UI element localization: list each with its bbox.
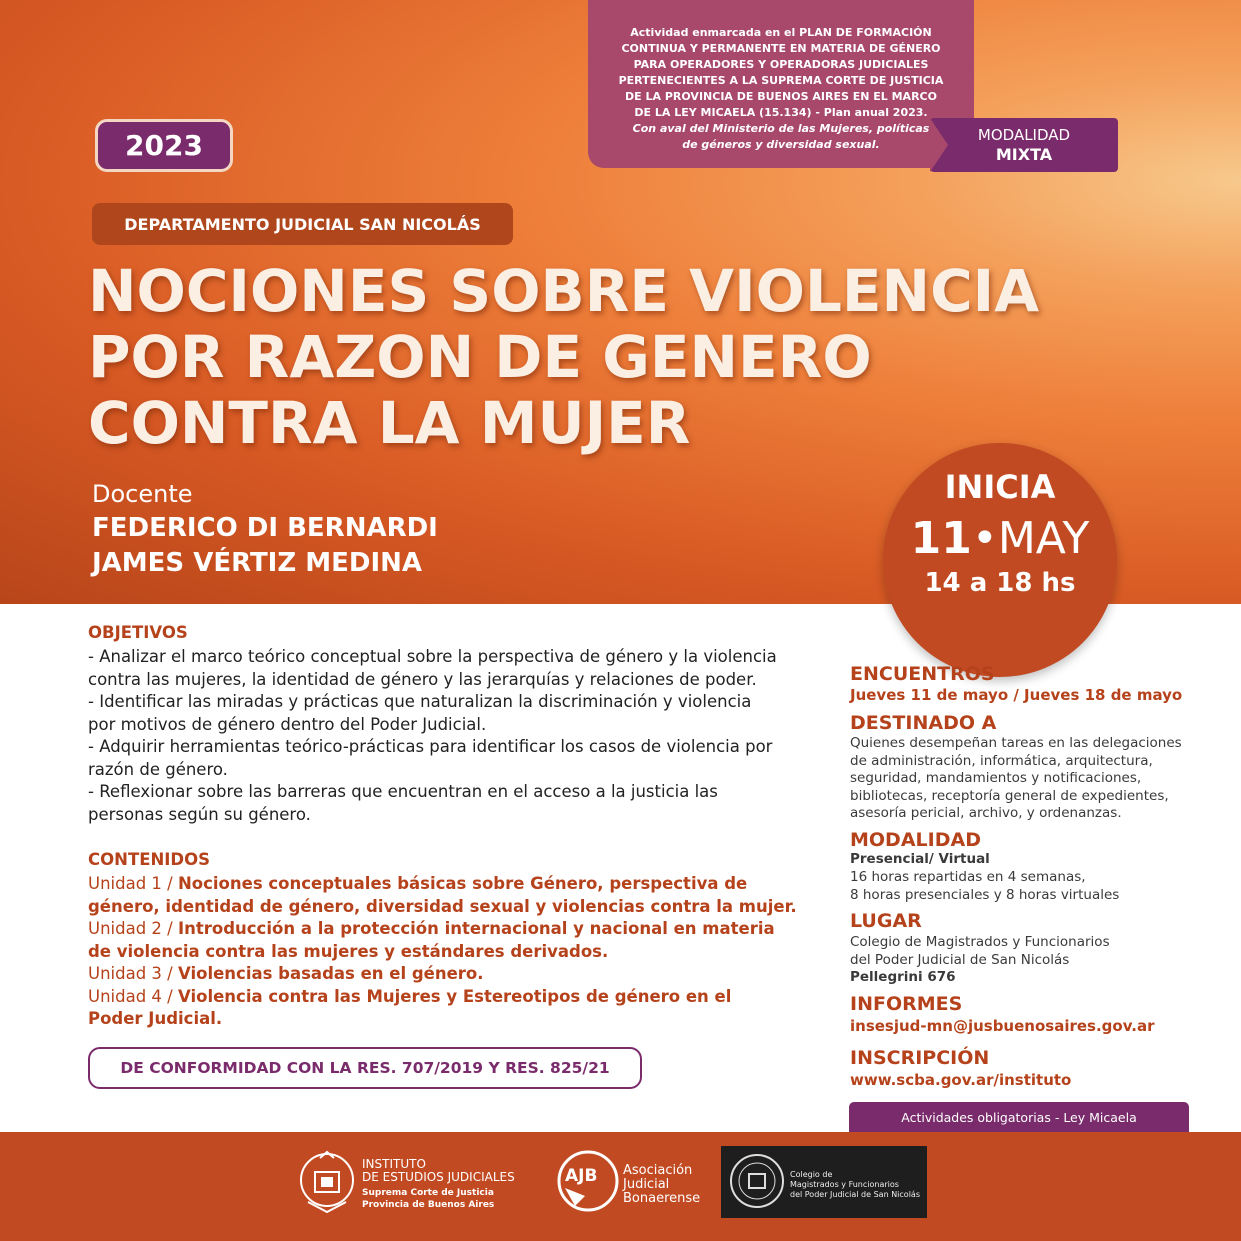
inscripcion-heading: INSCRIPCIÓN (850, 1047, 990, 1069)
destinado-heading: DESTINADO A (850, 712, 997, 734)
ajb-line: Asociación (623, 1163, 693, 1178)
docente-name: FEDERICO DI BERNARDI (92, 513, 438, 543)
start-separator: • (971, 513, 998, 564)
modalidad-line: 16 horas repartidas en 4 semanas, (850, 869, 1086, 885)
start-label: INICIA (944, 468, 1056, 506)
objetivo-line: razón de género. (88, 759, 228, 779)
colegio-line: del Poder Judicial de San Nicolás (790, 1190, 920, 1199)
unit-item (88, 963, 823, 986)
unit-title: Nociones conceptuales básicas sobre Género, perspectiva de (177, 874, 748, 893)
instituto-line: DE ESTUDIOS JUDICIALES (362, 1170, 515, 1184)
encuentros-dates: Jueves 11 de mayo / Jueves 18 de mayo (850, 686, 1183, 704)
instituto-sub-line: Provincia de Buenos Aires (362, 1200, 495, 1210)
objetivos-list (88, 646, 823, 826)
modalidad-tag (930, 118, 1118, 172)
info-aval-line: de géneros y diversidad sexual. (682, 138, 880, 151)
modalidad-text (850, 869, 1220, 904)
start-date-circle (883, 443, 1117, 677)
objetivo-line: por motivos de género dentro del Poder Judicial. (88, 714, 487, 734)
contenidos-heading: CONTENIDOS (88, 850, 211, 869)
destinado-line: de administración, informática, arquitectura, (850, 752, 1153, 769)
objetivo-line: - Adquirir herramientas teórico-prácticas para identificar los casos de violencia por (88, 737, 773, 756)
unit-item (88, 986, 823, 1009)
colegio-line: Colegio de (790, 1170, 833, 1179)
resolution-box: DE CONFORMIDAD CON LA RES. 707/2019 Y RES. 825/21 (88, 1047, 642, 1089)
title-line: NOCIONES SOBRE VIOLENCIA (88, 257, 1040, 325)
modalidad-tag-value: MIXTA (995, 145, 1053, 164)
modalidad-tag-label: MODALIDAD (977, 126, 1071, 144)
contenidos-list (88, 873, 823, 1031)
info-line: DE LA PROVINCIA DE BUENOS AIRES EN EL MARCO (625, 90, 937, 103)
destinado-line: bibliotecas, receptoría general de expedientes, (850, 787, 1169, 804)
inscripcion-url-link[interactable]: www.scba.gov.ar/instituto (850, 1071, 1072, 1089)
course-title (88, 258, 1148, 456)
start-date (883, 513, 1117, 564)
informes-email-link[interactable]: insesjud-mn@jusbuenosaires.gov.ar (850, 1017, 1155, 1035)
colegio-seal-icon (728, 1152, 786, 1210)
lugar-address: Pellegrini 676 (850, 969, 956, 985)
obligatorias-banner: Actividades obligatorias - Ley Micaela (849, 1102, 1189, 1132)
colegio-logo-text (790, 1170, 920, 1200)
unit-title: género, identidad de género, diversidad sexual y violencias contra la mujer. (88, 896, 797, 916)
info-line: CONTINUA Y PERMANENTE EN MATERIA DE GÉNERO (621, 42, 941, 55)
destinado-line: Quienes desempeñan tareas en las delegaciones (850, 735, 1182, 751)
ajb-line: Bonaerense (623, 1191, 701, 1206)
destinado-line: seguridad, mandamientos y notificaciones, (850, 770, 1142, 786)
modalidad-subtitle: Presencial/ Virtual (850, 851, 990, 867)
instituto-line: INSTITUTO (362, 1157, 426, 1171)
unit-item-cont (88, 1008, 823, 1031)
plan-info-box (588, 0, 974, 168)
unit-title: Violencias basadas en el género. (177, 964, 484, 983)
modalidad-heading: MODALIDAD (850, 829, 981, 851)
start-month: MAY (997, 513, 1090, 564)
info-line: Actividad enmarcada en el PLAN DE FORMACIÓN (630, 26, 932, 39)
unit-item-cont (88, 896, 823, 919)
unit-item (88, 918, 823, 941)
objetivo-line: - Identificar las miradas y prácticas que naturalizan la discriminación y violencia (88, 692, 752, 711)
modalidad-line: 8 horas presenciales y 8 horas virtuales (850, 886, 1120, 903)
ajb-line: Judicial (623, 1177, 670, 1192)
unit-title: de violencia contra las mujeres y estándares derivados. (88, 941, 609, 961)
informes-heading: INFORMES (850, 993, 963, 1015)
title-line: CONTRA LA MUJER (88, 389, 691, 457)
start-time: 14 a 18 hs (924, 568, 1076, 598)
lugar-text (850, 934, 1220, 987)
ajb-mark: AJB (565, 1166, 598, 1186)
destinado-line: asesoría pericial, archivo, y ordenanzas. (850, 805, 1122, 821)
colegio-line: Magistrados y Funcionarios (790, 1180, 899, 1189)
encuentros-heading: ENCUENTROS (850, 663, 995, 685)
unit-title: Violencia contra las Mujeres y Estereotipos de género en el (177, 986, 732, 1006)
unit-title: Introducción a la protección internacional y nacional en materia (177, 919, 775, 938)
instituto-logo-text (362, 1158, 515, 1211)
unit-item (88, 873, 823, 896)
destinado-text (850, 735, 1220, 823)
unit-title: Poder Judicial. (88, 1009, 223, 1028)
objetivo-line: contra las mujeres, la identidad de género y las jerarquías y relaciones de poder. (88, 669, 757, 689)
unit-label: Unidad 1 / (88, 874, 178, 893)
objetivo-line: - Analizar el marco teórico conceptual sobre la perspectiva de género y la violencia (88, 647, 777, 666)
objetivos-heading: OBJETIVOS (88, 623, 188, 642)
objetivo-line: personas según su género. (88, 804, 311, 824)
unit-label: Unidad 4 / (88, 986, 178, 1006)
objetivo-line: - Reflexionar sobre las barreras que encuentran en el acceso a la justicia las (88, 782, 718, 801)
info-line: DE LA LEY MICAELA (15.134) - Plan anual 2023. (634, 106, 928, 119)
instituto-sub-line: Suprema Corte de Justicia (362, 1188, 494, 1198)
tag-notch-decoration (930, 118, 948, 172)
lugar-line: Colegio de Magistrados y Funcionarios (850, 934, 1110, 950)
docente-name: JAMES VÉRTIZ MEDINA (92, 548, 423, 578)
department-tag: DEPARTAMENTO JUDICIAL SAN NICOLÁS (92, 203, 513, 245)
ajb-logo-text (623, 1164, 700, 1206)
start-day: 11 (910, 513, 972, 564)
info-aval-line: Con aval del Ministerio de las Mujeres, políticas (632, 122, 930, 135)
lugar-line: del Poder Judicial de San Nicolás (850, 951, 1070, 968)
unit-label: Unidad 3 / (88, 964, 178, 983)
info-line: PERTENECIENTES A LA SUPREMA CORTE DE JUSTICIA (618, 74, 944, 87)
title-line: POR RAZON DE GENERO (88, 323, 872, 391)
year-badge: 2023 (95, 119, 233, 172)
lugar-heading: LUGAR (850, 910, 922, 932)
instituto-seal-icon (298, 1150, 356, 1216)
info-line: PARA OPERADORES Y OPERADORAS JUDICIALES (633, 58, 929, 71)
unit-item-cont (88, 941, 823, 964)
docente-label: Docente (92, 480, 193, 508)
unit-label: Unidad 2 / (88, 919, 178, 938)
